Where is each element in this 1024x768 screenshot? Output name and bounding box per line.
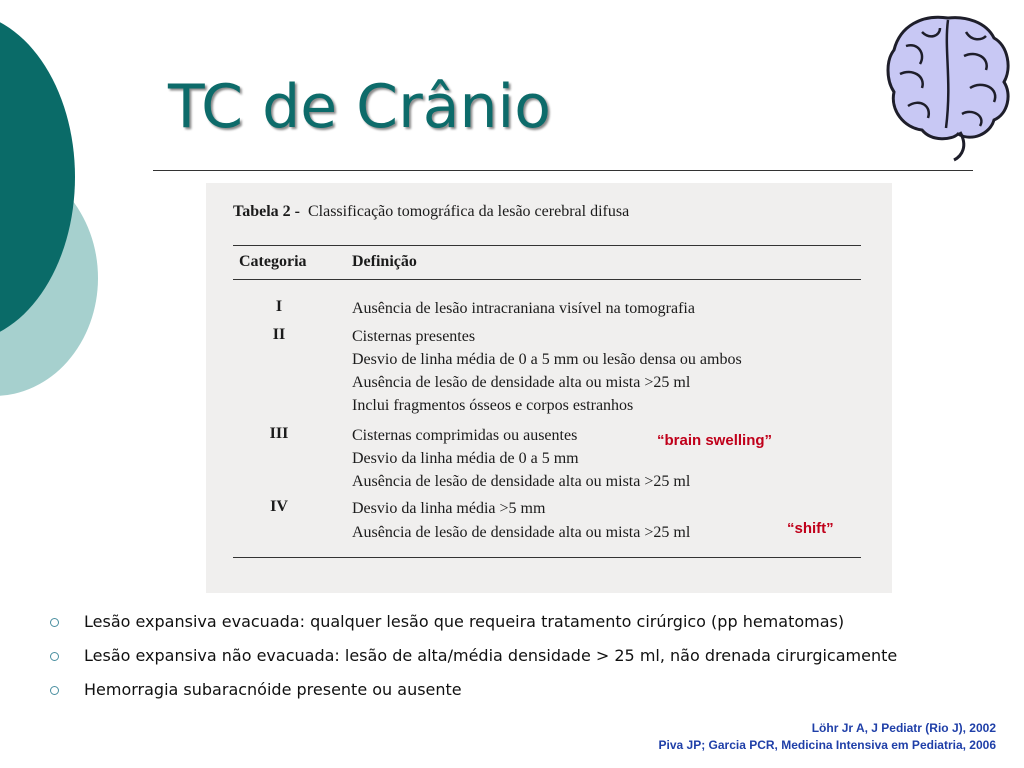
references bbox=[659, 720, 997, 754]
note-brain-swelling: “brain swelling” bbox=[657, 432, 773, 449]
definition-line: Desvio da linha média >5 mm bbox=[352, 500, 546, 517]
hollow-circle-bullet-icon bbox=[50, 618, 59, 627]
category-i: I bbox=[275, 298, 283, 315]
column-header-category: Categoria bbox=[239, 253, 307, 270]
note-shift: “shift” bbox=[787, 520, 834, 537]
page-title: TC de Crânio bbox=[168, 72, 551, 142]
definition-line: Ausência de lesão intracraniana visível na tomografia bbox=[352, 300, 695, 317]
title-divider bbox=[153, 170, 973, 171]
table-caption: Tabela 2 - Classificação tomográfica da lesão cerebral difusa bbox=[233, 203, 630, 220]
hollow-circle-bullet-icon bbox=[50, 686, 59, 695]
column-header-definition: Definição bbox=[352, 253, 417, 270]
table-rule-bottom bbox=[233, 557, 861, 558]
category-ii: II bbox=[272, 326, 286, 343]
definition-line: Inclui fragmentos ósseos e corpos estranhos bbox=[352, 397, 634, 414]
bullet-list bbox=[44, 610, 897, 712]
definition-line: Ausência de lesão de densidade alta ou mista >25 ml bbox=[352, 524, 691, 541]
definition-line: Desvio de linha média de 0 a 5 mm ou lesão densa ou ambos bbox=[352, 351, 742, 368]
category-iii: III bbox=[269, 425, 289, 442]
category-iv: IV bbox=[270, 498, 288, 515]
scanned-table bbox=[206, 183, 892, 593]
definition-line: Ausência de lesão de densidade alta ou mista >25 ml bbox=[352, 374, 691, 391]
list-item: Lesão expansiva não evacuada: lesão de alta/média densidade > 25 ml, não drenada cirurgicamente bbox=[44, 644, 897, 678]
table-rule-header bbox=[233, 279, 861, 280]
list-item: Hemorragia subaracnóide presente ou ausente bbox=[44, 678, 897, 712]
definition-line: Desvio da linha média de 0 a 5 mm bbox=[352, 450, 579, 467]
list-item: Lesão expansiva evacuada: qualquer lesão que requeira tratamento cirúrgico (pp hematomas) bbox=[44, 610, 897, 644]
table-rule-top bbox=[233, 245, 861, 246]
definition-line: Cisternas presentes bbox=[352, 328, 476, 345]
reference-line: Piva JP; Garcia PCR, Medicina Intensiva em Pediatria, 2006 bbox=[658, 738, 996, 752]
brain-icon bbox=[882, 10, 1014, 162]
definition-line: Ausência de lesão de densidade alta ou mista >25 ml bbox=[352, 473, 691, 490]
definition-line: Cisternas comprimidas ou ausentes bbox=[352, 427, 578, 444]
reference-line: Löhr Jr A, J Pediatr (Rio J), 2002 bbox=[811, 721, 996, 735]
hollow-circle-bullet-icon bbox=[50, 652, 59, 661]
